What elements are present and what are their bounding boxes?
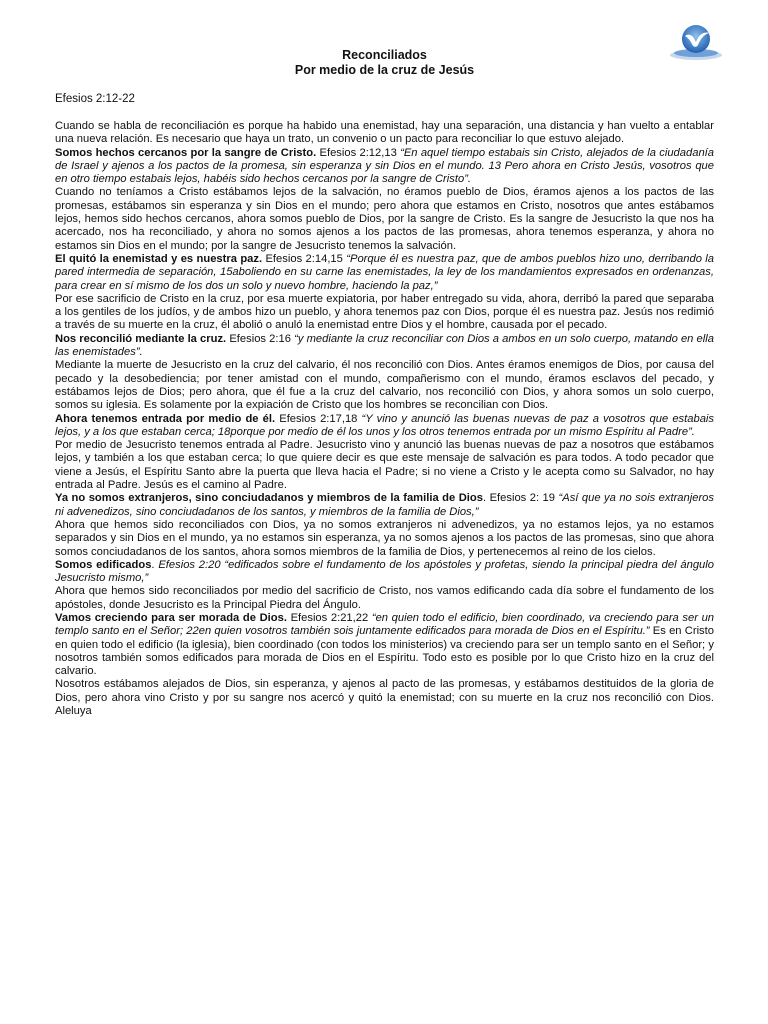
section-heading: Ya no somos extranjeros, sino conciudadanos y miembros de la familia de Dios bbox=[55, 492, 483, 505]
paragraph: Mediante la muerte de Jesucristo en la cruz del calvario, él nos reconcilió con Dios. Antes éramos enemigos de Dios, por causa del pecado y la desobediencia; por tener amistad con el mundo, compañerismo con el mundo, éramos esclavos del pecado, y estábamos lejos de Dios; pero ahora, que él fue a la cruz del calvario, nos reconcilió con Dios, y ahora somos un solo cuerpo, somos su iglesia. Es solamente por la expiación de Cristo que los hombres se reconcilian con Dios. bbox=[55, 359, 714, 412]
section-heading: Nos reconcilió mediante la cruz. bbox=[55, 332, 227, 345]
paragraph: Ahora que hemos sido reconciliados por medio del sacrificio de Cristo, nos vamos edificando cada día sobre el fundamento de los apóstoles, donde Jesucristo es la Principal Piedra del Ángulo. bbox=[55, 585, 714, 611]
paragraph: El quitó la enemistad y es nuestra paz. Efesios 2:14,15 “Porque él es nuestra paz, que de ambos pueblos hizo uno, derribando la pared intermedia de separación, 15aboliendo en su carne las enemistades, la ley de los mandamientos expresados en ordenanzas, para crear en sí mismo de los dos un solo y nuevo hombre, haciendo la paz,” bbox=[55, 252, 715, 292]
document-body bbox=[55, 120, 714, 718]
section-heading: Somos edificados bbox=[55, 558, 152, 571]
document-title-line2: Por medio de la cruz de Jesús bbox=[294, 63, 475, 77]
scripture-quote: “Porque él es nuestra paz, que de ambos pueblos hizo uno, derribando la pared intermedia de separación, 15aboliendo en su carne las enemistades, la ley de los mandamientos expresados en ordenanzas, para crear en sí mismo de los dos un solo y nuevo hombre, haciendo la paz,” bbox=[55, 252, 715, 292]
scripture-quote: “y mediante la cruz reconciliar con Dios a ambos en un solo cuerpo, matando en ella las enemistades”. bbox=[55, 332, 714, 359]
scripture-quote: “En aquel tiempo estabais sin Cristo, alejados de la ciudadanía de Israel y ajenos a los pactos de la promesa, sin esperanza y sin Dios en el mundo. 13 Pero ahora en Cristo Jesús, vosotros que en otro tiempo estabais lejos, habéis sido hechos cercanos por la sangre de Cristo”. bbox=[55, 146, 714, 186]
paragraph: Ahora que hemos sido reconciliados con Dios, ya no somos extranjeros ni advenedizos, ya no estamos lejos, ya no estamos separados y sin Dios en el mundo, ya no estamos sin esperanza, ya no somos ajenos a los pactos de las promesas, sino que ahora somos conciudadanos de los santos, ahora somos miembros de la familia de Dios, y pertenecemos al reino de los cielos. bbox=[55, 518, 714, 558]
section-heading: Somos hechos cercanos por la sangre de Cristo. bbox=[55, 146, 317, 159]
paragraph: Somos hechos cercanos por la sangre de Cristo. Efesios 2:12,13 “En aquel tiempo estabais sin Cristo, alejados de la ciudadanía de Israel y ajenos a los pactos de la promesa, sin esperanza y sin Dios en el mundo. 13 Pero ahora en Cristo Jesús, vosotros que en otro tiempo estabais lejos, habéis sido hechos cercanos por la sangre de Cristo”. bbox=[55, 146, 714, 186]
paragraph: Somos edificados. Efesios 2:20 “edificados sobre el fundamento de los apóstoles y profetas, siendo la principal piedra del ángulo Jesucristo mismo,” bbox=[55, 558, 714, 585]
paragraph: Por ese sacrificio de Cristo en la cruz, por esa muerte expiatoria, por haber entregado su vida, ahora, derribó la pared que separaba a los gentiles de los judíos, y de ambos hizo un pueblo, y ahora tenemos paz con Dios, porque él es nuestra paz. Jesús nos redimió a través de su muerte en la cruz, él abolió o anuló la enemistad entre Dios y el hombre, causada por el pecado. bbox=[55, 292, 714, 332]
paragraph: Vamos creciendo para ser morada de Dios. Efesios 2:21,22 “en quien todo el edificio, bien coordinado, va creciendo para ser un templo santo en el Señor; 22en quien vosotros también sois juntamente edificados para morada de Dios en el Espíritu.” Es en Cristo en quien todo el edificio (la iglesia), bien coordinado (con todos los ministerios) va creciendo para ser un templo santo en el Señor; y nosotros también somos edificados para morada de Dios en el Espíritu. Todo esto es posible por lo que Cristo hizo en la cruz del calvario. bbox=[55, 611, 715, 678]
scripture-quote: “Y vino y anunció las buenas nuevas de paz a vosotros que estabais lejos, y a los que estaban cerca; 18porque por medio de él los unos y los otros tenemos entrada por un mismo Espíritu al Padre”. bbox=[55, 412, 714, 438]
document-page bbox=[55, 48, 714, 718]
paragraph: Ahora tenemos entrada por medio de él. Efesios 2:17,18 “Y vino y anunció las buenas nuevas de paz a vosotros que estabais lejos, y a los que estaban cerca; 18porque por medio de él los unos y los otros tenemos entrada por un mismo Espíritu al Padre”. bbox=[55, 412, 714, 438]
scripture-quote: Efesios 2:20 “edificados sobre el fundamento de los apóstoles y profetas, siendo la principal piedra del ángulo Jesucristo mismo,” bbox=[55, 558, 714, 585]
paragraph: Cuando se habla de reconciliación es porque ha habido una enemistad, hay una separación, una distancia y han vuelto a entablar una nueva relación. Es necesario que haya un trato, un convenio o un pacto para reconciliar lo que estuvo alejado. bbox=[55, 120, 714, 146]
paragraph: Cuando no teníamos a Cristo estábamos lejos de la salvación, no éramos pueblo de Dios, éramos ajenos a los pactos de las promesas, estábamos sin esperanza y sin Dios en el mundo; pero ahora que estamos en Cristo, nosotros que antes estábamos lejos, hemos sido hechos cercanos, ahora somos pueblo de Dios, por la sangre de Cristo. Es la sangre de Jesucristo la que nos ha acercado, nos ha reconciliado, y ahora no somos ajenos a los pactos de las promesas, ahora tenemos esperanza, y ahora no estamos sin Dios en el mundo; por la sangre de Jesucristo tenemos la salvación. bbox=[55, 186, 714, 252]
scripture-quote: “Así que ya no sois extranjeros ni advenedizos, sino conciudadanos de los santos, y miembros de la familia de Dios,” bbox=[55, 492, 714, 518]
paragraph: Por medio de Jesucristo tenemos entrada al Padre. Jesucristo vino y anunció las buenas nuevas de paz a nosotros que estábamos lejos, y también a los que estaban cerca; lo que quiere decir es que este mensaje de salvación es para todos. A todo pecador que viene a Jesús, el Espíritu Santo abre la puerta que lleva hacia el Padre; si no viene a Cristo y le acepta como su Salvador, no hay entrada al Padre. Jesús es el camino al Padre. bbox=[55, 439, 714, 492]
scripture-reference: Efesios 2:12-22 bbox=[55, 93, 135, 105]
section-heading: Ahora tenemos entrada por medio de él. bbox=[55, 412, 276, 425]
section-heading: El quitó la enemistad y es nuestra paz. bbox=[55, 252, 263, 265]
paragraph: Ya no somos extranjeros, sino conciudadanos y miembros de la familia de Dios. Efesios 2: 19 “Así que ya no sois extranjeros ni advenedizos, sino conciudadanos de los santos, y miembros de la familia de Dios,” bbox=[55, 492, 714, 518]
document-title-line1: Reconciliados bbox=[342, 48, 427, 62]
paragraph: Nos reconcilió mediante la cruz. Efesios 2:16 “y mediante la cruz reconciliar con Dios a ambos en un solo cuerpo, matando en ella las enemistades”. bbox=[55, 332, 714, 359]
section-heading: Vamos creciendo para ser morada de Dios. bbox=[55, 611, 287, 624]
paragraph: Nosotros estábamos alejados de Dios, sin esperanza, y ajenos al pacto de las promesas, y estábamos destituidos de la gloria de Dios, pero ahora vino Cristo y por su sangre nos acercó y quitó la enemistad; con su muerte en la cruz nos reconcilió con Dios. Aleluya bbox=[55, 678, 714, 718]
scripture-quote: “en quien todo el edificio, bien coordinado, va creciendo para ser un templo santo en el Señor; 22en quien vosotros también sois juntamente edificados para morada de Dios en el Espíritu.” bbox=[55, 611, 715, 638]
